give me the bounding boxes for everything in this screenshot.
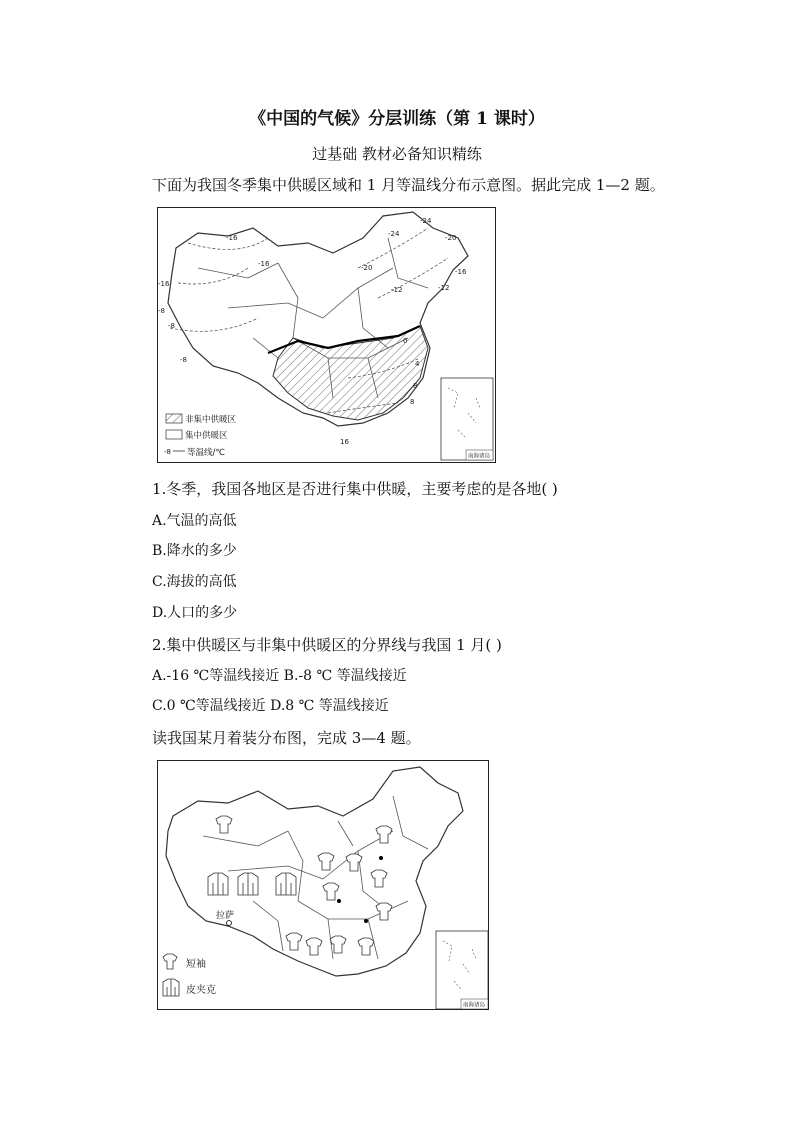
intro-text-1: 下面为我国冬季集中供暖区域和 1 月等温线分布示意图。据此完成 1—2 题。 [152, 176, 665, 194]
lhasa-label: 拉萨 [216, 911, 235, 921]
isotherm-label: -12 [438, 284, 450, 292]
short-sleeve-icon [216, 816, 232, 833]
short-sleeve-icon [330, 936, 346, 953]
lhasa-marker [227, 921, 232, 926]
legend-leather-jacket-label: 皮夹克 [186, 985, 216, 996]
isotherm-label: 0 [403, 337, 408, 345]
legend-isotherm-label: 等温线/℃ [187, 448, 225, 458]
short-sleeve-icon [358, 938, 374, 955]
leather-jacket-icon [238, 873, 258, 895]
south-china-sea-inset [436, 931, 488, 1009]
short-sleeve-icon [376, 826, 392, 843]
q1-option-c: C.海拔的高低 [152, 574, 237, 590]
leather-jacket-icon [276, 873, 296, 895]
city-marker [337, 899, 341, 903]
q1-option-d: D.人口的多少 [152, 605, 238, 621]
short-sleeve-icon [323, 883, 339, 900]
isotherm-label: -24 [420, 217, 432, 225]
map2-legend [163, 954, 216, 996]
isotherm-label: -16 [455, 268, 467, 276]
short-sleeve-icon [371, 870, 387, 887]
legend-central-label: 集中供暖区 [185, 431, 228, 441]
q1-option-b: B.降水的多少 [152, 543, 237, 559]
isotherm-label: 16 [340, 438, 349, 446]
short-sleeve-icon [376, 903, 392, 920]
map1-legend [164, 414, 237, 458]
isotherm-label: -24 [388, 230, 400, 238]
question-1-stem: 1.冬季，我国各地区是否进行集中供暖，主要考虑的是各地( ) [152, 480, 558, 498]
heating-isotherm-map [157, 207, 496, 463]
intro-text-2: 读我国某月着装分布图，完成 3—4 题。 [152, 729, 421, 747]
inset-label: 南海诸岛 [463, 1002, 486, 1009]
isotherm-label: 8 [410, 398, 415, 406]
city-marker [364, 919, 368, 923]
isotherm-label: 4 [415, 360, 420, 368]
inset-label: 南海诸岛 [468, 453, 491, 460]
short-sleeve-icon [163, 954, 177, 969]
isotherm-label: -8 [180, 356, 187, 364]
city-marker [379, 856, 383, 860]
isotherm-label: -16 [258, 260, 270, 268]
short-sleeve-icon [286, 933, 302, 950]
isotherm-label: -16 [226, 234, 238, 242]
question-2-stem: 2.集中供暖区与非集中供暖区的分界线与我国 1 月( ) [152, 636, 502, 654]
legend-isotherm-sample: -8 [164, 448, 171, 456]
isotherm-label: -8 [158, 307, 165, 315]
isotherm-label: -8 [168, 322, 175, 330]
leather-jacket-icon [208, 873, 228, 895]
clothing-distribution-map [157, 760, 489, 1010]
q2-options-row2: C.0 ℃等温线接近 D.8 ℃ 等温线接近 [152, 698, 389, 714]
isotherm-label: -20 [445, 234, 457, 242]
isotherm-label: 8 [413, 382, 418, 390]
short-sleeve-icon [306, 938, 322, 955]
isotherm-label: -20 [361, 264, 373, 272]
south-china-sea-inset [441, 378, 493, 460]
short-sleeve-icon [318, 853, 334, 870]
leather-jacket-icon [163, 979, 179, 996]
q2-options-row1: A.-16 ℃等温线接近 B.-8 ℃ 等温线接近 [152, 668, 407, 684]
page-title: 《中国的气候》分层训练（第 1 课时） [249, 109, 545, 129]
isotherm-label: -12 [391, 286, 403, 294]
isotherm-label: -16 [158, 280, 170, 288]
q1-option-a: A.气温的高低 [152, 513, 237, 529]
section-subtitle: 过基础 教材必备知识精练 [312, 145, 482, 163]
legend-short-sleeve-label: 短袖 [186, 959, 206, 970]
legend-non-central-label: 非集中供暖区 [185, 415, 237, 425]
